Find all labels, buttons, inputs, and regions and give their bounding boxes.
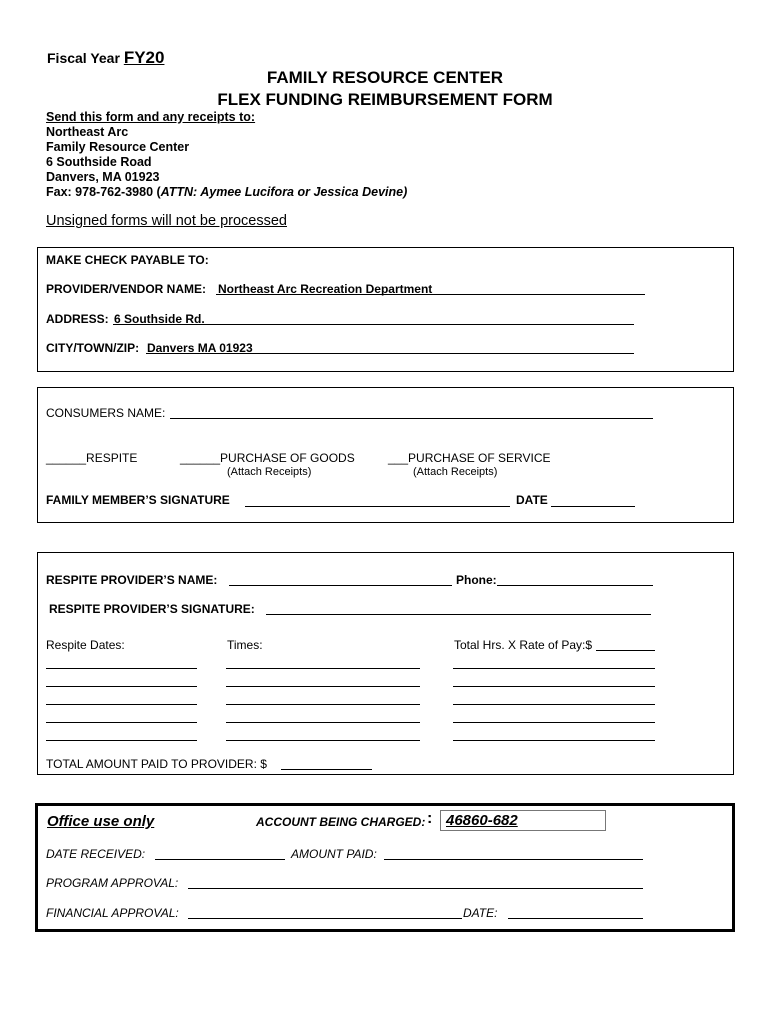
provider-value: Northeast Arc Recreation Department (218, 282, 433, 296)
form-title-line1: FAMILY RESOURCE CENTER (266, 68, 504, 87)
dates-row-4[interactable] (46, 722, 197, 723)
respite-label: RESPITE (86, 451, 138, 465)
times-row-5[interactable] (226, 740, 420, 741)
office-heading: Office use only (47, 813, 155, 830)
family-signature-label: FAMILY MEMBER’S SIGNATURE (46, 493, 230, 507)
city-line[interactable] (146, 353, 634, 354)
dates-row-5[interactable] (46, 740, 197, 741)
service-blank: ___ (388, 451, 409, 465)
fiscal-year-value: FY20 (123, 48, 165, 67)
respite-provider-name-label: RESPITE PROVIDER’S NAME: (46, 573, 218, 587)
account-label: ACCOUNT BEING CHARGED: (256, 815, 426, 829)
program-approval-label: PROGRAM APPROVAL: (46, 876, 179, 890)
service-option[interactable] (388, 451, 551, 465)
city-value: Danvers MA 01923 (147, 341, 253, 355)
respite-signature-label: RESPITE PROVIDER’S SIGNATURE: (49, 602, 255, 616)
financial-approval-label: FINANCIAL APPROVAL: (46, 906, 179, 920)
total-row-4[interactable] (453, 722, 655, 723)
city-label: CITY/TOWN/ZIP: (46, 341, 140, 355)
provider-label: PROVIDER/VENDOR NAME: (46, 282, 207, 296)
respite-signature-line[interactable] (266, 614, 651, 615)
respite-provider-name-line[interactable] (229, 585, 452, 586)
consumer-name-line[interactable] (170, 418, 653, 419)
family-signature-line[interactable] (245, 506, 510, 507)
respite-blank: ______ (46, 451, 87, 465)
fiscal-year-label: Fiscal Year (47, 50, 120, 66)
total-row-1[interactable] (453, 668, 655, 669)
family-date-line[interactable] (551, 506, 635, 507)
dates-row-2[interactable] (46, 686, 197, 687)
office-date-line[interactable] (508, 918, 643, 919)
amount-paid-label: AMOUNT PAID: (291, 847, 377, 861)
send-to-line3: 6 Southside Road (46, 155, 152, 169)
goods-option[interactable] (180, 451, 355, 465)
fiscal-year (47, 48, 164, 68)
family-date-label: DATE (516, 493, 548, 507)
consumer-name-label: CONSUMERS NAME: (46, 406, 166, 420)
form-title-line2: FLEX FUNDING REIMBURSEMENT FORM (217, 90, 553, 109)
fax-attn: ATTN: Aymee Lucifora or Jessica Devine) (160, 185, 408, 199)
account-colon: : (427, 810, 433, 827)
times-row-4[interactable] (226, 722, 420, 723)
send-to-line4: Danvers, MA 01923 (46, 170, 160, 184)
total-hrs-label: Total Hrs. X Rate of Pay:$ (454, 638, 593, 652)
total-row-5[interactable] (453, 740, 655, 741)
times-row-1[interactable] (226, 668, 420, 669)
payee-heading: MAKE CHECK PAYABLE TO: (46, 253, 209, 267)
total-row-2[interactable] (453, 686, 655, 687)
date-received-line[interactable] (155, 859, 285, 860)
provider-line[interactable] (216, 294, 645, 295)
unsigned-notice: Unsigned forms will not be processed (46, 213, 287, 229)
dates-row-1[interactable] (46, 668, 197, 669)
address-label: ADDRESS: (46, 312, 109, 326)
total-hrs-line[interactable] (596, 650, 655, 651)
amount-paid-line[interactable] (384, 859, 643, 860)
address-line[interactable] (113, 324, 634, 325)
goods-note: (Attach Receipts) (227, 466, 312, 478)
send-to-line2: Family Resource Center (46, 140, 190, 154)
phone-label: Phone: (456, 573, 497, 587)
goods-blank: ______ (180, 451, 221, 465)
service-label: PURCHASE OF SERVICE (408, 451, 551, 465)
total-paid-line[interactable] (281, 769, 372, 770)
service-note: (Attach Receipts) (413, 466, 498, 478)
program-approval-line[interactable] (188, 888, 643, 889)
respite-dates-label: Respite Dates: (46, 638, 125, 652)
times-label: Times: (227, 638, 263, 652)
account-value: 46860-682 (446, 812, 518, 829)
financial-approval-line[interactable] (188, 918, 462, 919)
send-to-line1: Northeast Arc (46, 125, 129, 139)
total-paid-label: TOTAL AMOUNT PAID TO PROVIDER: $ (46, 757, 267, 771)
times-row-3[interactable] (226, 704, 420, 705)
goods-label: PURCHASE OF GOODS (220, 451, 355, 465)
date-received-label: DATE RECEIVED: (46, 847, 146, 861)
times-row-2[interactable] (226, 686, 420, 687)
send-to-label: Send this form and any receipts to: (46, 110, 256, 124)
send-to-fax (46, 185, 407, 199)
fax-number: Fax: 978-762-3980 ( (46, 185, 161, 199)
dates-row-3[interactable] (46, 704, 197, 705)
phone-line[interactable] (497, 585, 653, 586)
total-row-3[interactable] (453, 704, 655, 705)
office-date-label: DATE: (463, 906, 498, 920)
address-value: 6 Southside Rd. (114, 312, 205, 326)
respite-option[interactable] (46, 451, 137, 465)
